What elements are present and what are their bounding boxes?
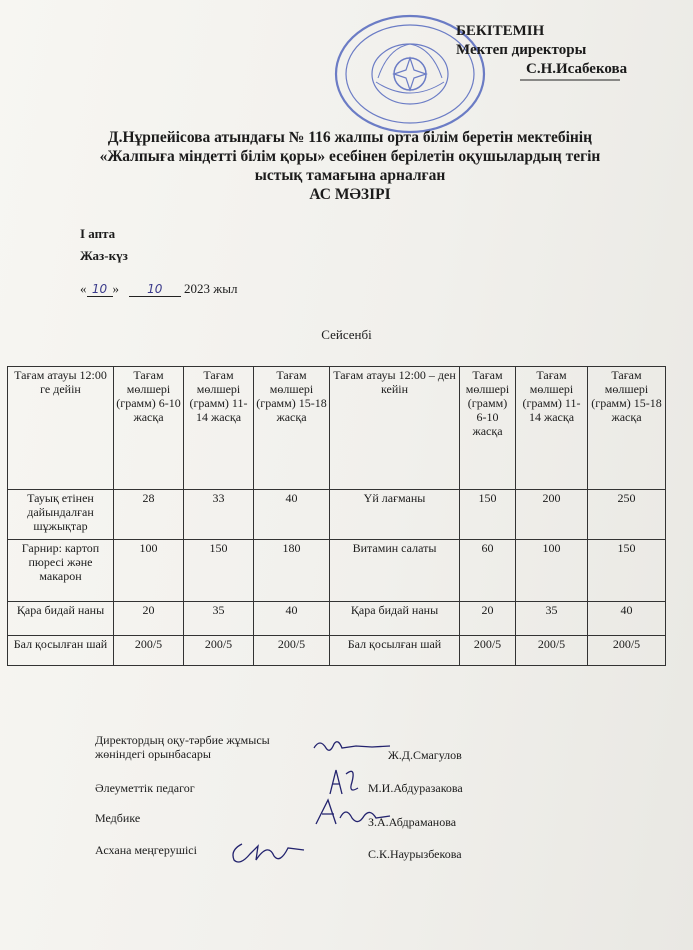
signature-name-deputy: Ж.Д.Смагулов bbox=[388, 748, 462, 762]
table-cell: 60 bbox=[460, 540, 516, 602]
table-row bbox=[8, 540, 666, 602]
table-cell: 33 bbox=[184, 490, 254, 540]
signature-name-nurse: З.А.Абдраманова bbox=[368, 815, 457, 829]
header-cell: Тағам мөлшері (грамм) 15-18 жасқа bbox=[254, 367, 330, 490]
table-cell: Қара бидай наны bbox=[330, 602, 460, 636]
table-cell: 100 bbox=[516, 540, 588, 602]
table-cell: 150 bbox=[460, 490, 516, 540]
handwritten-signature bbox=[312, 734, 392, 758]
header-cell: Тағам мөлшері (грамм) 6-10 жасқа bbox=[460, 367, 516, 490]
header-cell: Тағам мөлшері (грамм) 6-10 жасқа bbox=[114, 367, 184, 490]
signature-name-social-pedagogue: М.И.Абдуразакова bbox=[368, 781, 463, 795]
date-open-quote: « bbox=[80, 281, 87, 296]
table-cell: 150 bbox=[588, 540, 666, 602]
date-year: 2023 жыл bbox=[184, 281, 238, 296]
table-cell: 250 bbox=[588, 490, 666, 540]
approval-block bbox=[456, 22, 627, 79]
week-label: I апта bbox=[80, 226, 116, 241]
handwritten-signature bbox=[312, 796, 392, 830]
season-label: Жаз-күз bbox=[80, 248, 128, 263]
header-cell: Тағам атауы 12:00 – ден кейін bbox=[330, 367, 460, 490]
table-cell: 100 bbox=[114, 540, 184, 602]
menu-table bbox=[7, 366, 666, 666]
table-cell: 40 bbox=[254, 490, 330, 540]
approval-name: С.Н.Исабекова bbox=[526, 61, 628, 77]
table-cell: Қара бидай наны bbox=[8, 602, 114, 636]
table-cell: Тауық етінен дайындалған шұжықтар bbox=[8, 490, 114, 540]
table-cell: 40 bbox=[588, 602, 666, 636]
header-cell: Тағам мөлшері (грамм) 11-14 жасқа bbox=[184, 367, 254, 490]
table-cell: 35 bbox=[184, 602, 254, 636]
table-cell: 20 bbox=[460, 602, 516, 636]
table-cell: 180 bbox=[254, 540, 330, 602]
date-close-quote: » bbox=[112, 281, 119, 296]
table-cell: 20 bbox=[114, 602, 184, 636]
title-line-3: ыстық тамағына арналған bbox=[254, 167, 446, 184]
table-cell: 200/5 bbox=[184, 636, 254, 666]
table-row bbox=[8, 490, 666, 540]
weekday-label: Сейсенбі bbox=[321, 327, 372, 342]
signature-role-canteen-head: Асхана меңгерушісі bbox=[95, 843, 197, 857]
signature-role-nurse: Медбике bbox=[95, 811, 141, 825]
approval-heading: БЕКІТЕМІН bbox=[456, 23, 545, 39]
header-cell: Тағам мөлшері (грамм) 15-18 жасқа bbox=[588, 367, 666, 490]
table-row bbox=[8, 636, 666, 666]
table-cell: 35 bbox=[516, 602, 588, 636]
table-cell: 200/5 bbox=[114, 636, 184, 666]
header-cell: Тағам мөлшері (грамм) 11-14 жасқа bbox=[516, 367, 588, 490]
signature-role-deputy: Директордың оқу-тәрбие жұмысы жөніндегі орынбасары bbox=[95, 733, 270, 761]
date-day: 10 bbox=[87, 282, 113, 297]
table-cell: 40 bbox=[254, 602, 330, 636]
table-cell: 28 bbox=[114, 490, 184, 540]
signature-name-canteen-head: С.К.Наурызбекова bbox=[368, 847, 462, 861]
title-line-1: Д.Нұрпейісова атындағы № 116 жалпы орта білім беретін мектебінің bbox=[107, 129, 593, 146]
approval-position: Мектеп директоры bbox=[456, 42, 587, 58]
date-month: 10 bbox=[129, 282, 181, 297]
table-cell: Бал қосылған шай bbox=[330, 636, 460, 666]
table-cell: Үй лағманы bbox=[330, 490, 460, 540]
table-cell: 200/5 bbox=[460, 636, 516, 666]
header-cell: Тағам атауы 12:00 ге дейін bbox=[8, 367, 114, 490]
table-cell: 200 bbox=[516, 490, 588, 540]
table-cell: 200/5 bbox=[254, 636, 330, 666]
handwritten-signature bbox=[322, 764, 366, 800]
document-title bbox=[60, 128, 640, 204]
handwritten-signature bbox=[228, 836, 308, 866]
table-cell: Бал қосылған шай bbox=[8, 636, 114, 666]
approval-signature-line bbox=[520, 78, 620, 82]
table-row bbox=[8, 602, 666, 636]
date-line bbox=[80, 281, 237, 297]
table-header-row bbox=[8, 367, 666, 490]
title-line-4: АС МӘЗІРІ bbox=[309, 186, 391, 203]
table-cell: Витамин салаты bbox=[330, 540, 460, 602]
signature-role-social-pedagogue: Әлеуметтік педагог bbox=[95, 781, 195, 795]
title-line-2: «Жалпыға міндетті білім қоры» есебінен берілетін оқушылардың тегін bbox=[99, 148, 601, 165]
table-cell: Гарнир: картоп пюресі және макарон bbox=[8, 540, 114, 602]
table-cell: 150 bbox=[184, 540, 254, 602]
table-cell: 200/5 bbox=[516, 636, 588, 666]
table-cell: 200/5 bbox=[588, 636, 666, 666]
